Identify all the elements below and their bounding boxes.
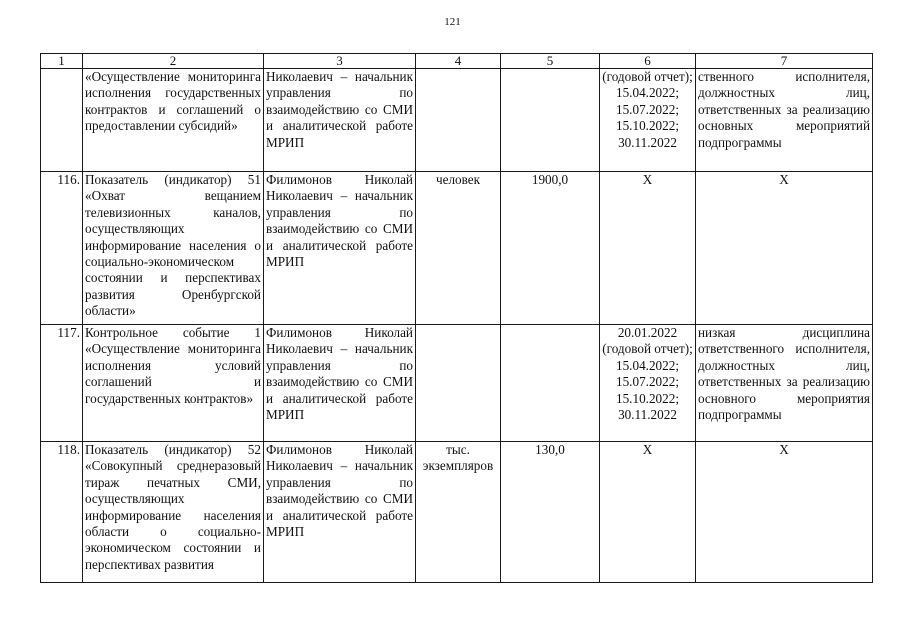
unit-of-measure (416, 69, 501, 172)
date-line: 20.01.2022 (617, 325, 678, 340)
unit-of-measure: человек (416, 172, 501, 325)
column-header: 7 (696, 54, 873, 69)
date-line: Х (642, 172, 653, 187)
column-header: 5 (501, 54, 600, 69)
responsible-person: Николаевич – начальник управления по взаимодействию со СМИ и аналитической работе МРИП (264, 69, 416, 172)
risk-description: ственного исполнителя, должностных лиц, ответственных за реализацию основных мероприятий подпрограммы (696, 69, 873, 172)
column-header: 4 (416, 54, 501, 69)
deadline-dates (600, 325, 696, 442)
target-value: 130,0 (501, 442, 600, 583)
table-row (41, 325, 873, 442)
column-header: 6 (600, 54, 696, 69)
column-number-row (41, 54, 873, 69)
column-header: 1 (41, 54, 83, 69)
deadline-dates (600, 172, 696, 325)
date-line: 15.07.2022; (615, 374, 679, 390)
responsible-person: Филимонов Николай Николаевич – начальник управления по взаимодействию со СМИ и аналитической работе МРИП (264, 172, 416, 325)
date-line: 15.04.2022; (615, 85, 679, 101)
target-value: 1900,0 (501, 172, 600, 325)
unit-of-measure: тыс. экземпляров (416, 442, 501, 583)
indicator-name: Показатель (индикатор) 51 «Охват вещанием телевизионных каналов, осуществляющих информирование населения о социально-экономическом состоянии и перспективах развития Оренбургской области» (83, 172, 264, 325)
deadline-dates (600, 442, 696, 583)
row-number: 116. (41, 172, 83, 325)
target-value (501, 69, 600, 172)
date-line: (годовой отчет); (602, 69, 693, 84)
row-number: 117. (41, 325, 83, 442)
date-line: (годовой отчет); (602, 341, 693, 357)
unit-of-measure (416, 325, 501, 442)
risk-description: Х (696, 172, 873, 325)
responsible-person: Филимонов Николай Николаевич – начальник управления по взаимодействию со СМИ и аналитической работе МРИП (264, 442, 416, 583)
date-line: 30.11.2022 (618, 134, 677, 150)
monitoring-table (40, 53, 873, 583)
risk-description: Х (696, 442, 873, 583)
page-number: 121 (444, 16, 461, 28)
column-header: 2 (83, 54, 264, 69)
date-line: Х (642, 442, 653, 457)
column-header: 3 (264, 54, 416, 69)
deadline-dates (600, 69, 696, 172)
date-line: 15.04.2022; (615, 357, 679, 373)
date-line: 15.10.2022; (615, 118, 679, 134)
risk-description: низкая дисциплина ответственного исполнителя, должностных лиц, ответственных за реализацию основного мероприятия подпрограммы (696, 325, 873, 442)
responsible-person: Филимонов Николай Николаевич – начальник управления по взаимодействию со СМИ и аналитической работе МРИП (264, 325, 416, 442)
date-line: 15.07.2022; (615, 101, 679, 117)
row-number (41, 69, 83, 172)
table-row (41, 69, 873, 172)
date-line: 15.10.2022; (615, 390, 679, 406)
table-row (41, 442, 873, 583)
date-line: 30.11.2022 (618, 407, 677, 423)
target-value (501, 325, 600, 442)
event-name: Контрольное событие 1 «Осуществление мониторинга исполнения условий соглашений и государственных контрактов» (83, 325, 264, 442)
row-number: 118. (41, 442, 83, 583)
event-name: «Осуществление мониторинга исполнения государственных контрактов и соглашений о предоставлении субсидий» (83, 69, 264, 172)
table-row (41, 172, 873, 325)
indicator-name: Показатель (индикатор) 52 «Совокупный среднеразовый тираж печатных СМИ, осуществляющих информирование населения области о социально-экономическом состоянии и перспективах развития (83, 442, 264, 583)
